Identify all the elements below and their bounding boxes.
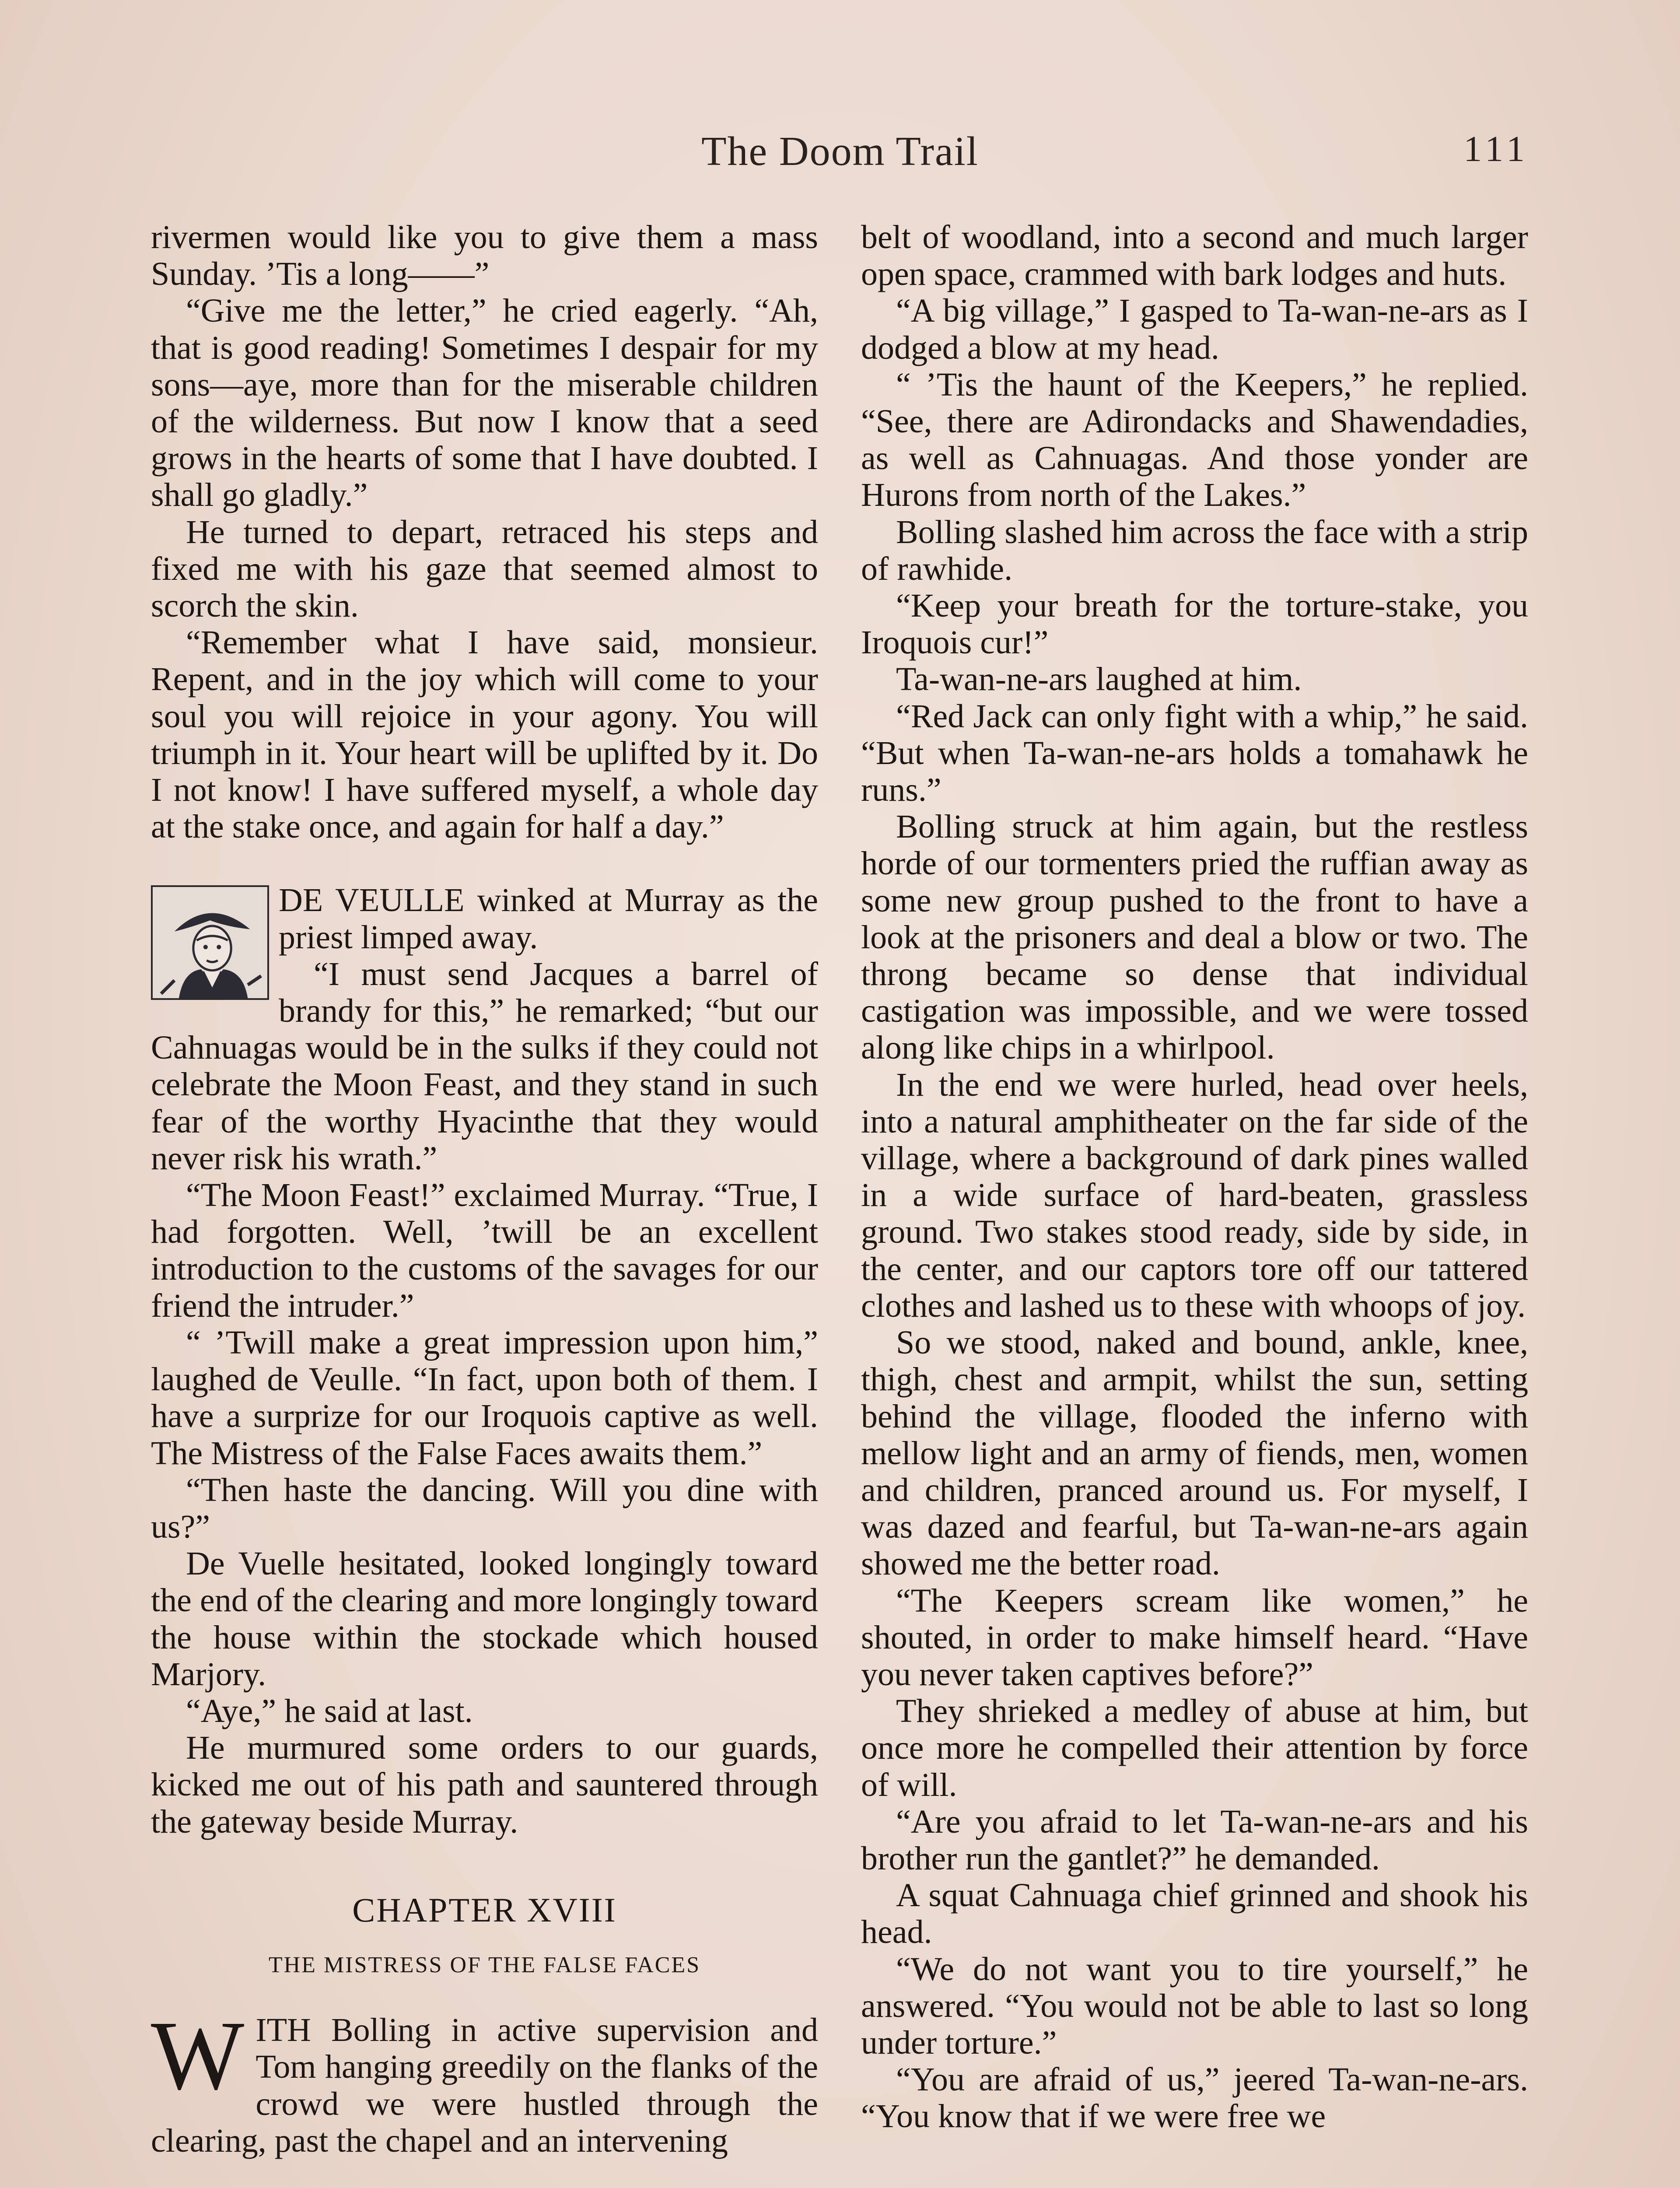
chapter-opening-paragraph <box>151 2001 818 2159</box>
running-head: The Doom Trail <box>701 129 979 174</box>
paragraph: “Then haste the dancing. Will you dine with us?” <box>151 1471 818 1545</box>
paragraph: A squat Cahnuaga chief grinned and shook his head. <box>861 1877 1528 1951</box>
drop-cap: W <box>151 2001 245 2111</box>
paragraph: They shrieked a medley of abuse at him, but once more he compelled their attention by force of will. <box>861 1693 1528 1803</box>
paragraph: So we stood, naked and bound, ankle, knee, thigh, chest and armpit, whilst the sun, setting behind the village, flooded the inferno with mellow light and an army of fiends, men, women and children, pranced around us. For myself, I was dazed and fearful, but Ta-wan-ne-ars again showed me the better road. <box>861 1324 1528 1582</box>
chapter-title: CHAPTER XVIII <box>352 1890 617 1929</box>
paragraph: “The Keepers scream like women,” he shouted, in order to make himself heard. “Have you never taken captives before?” <box>861 1582 1528 1693</box>
paragraph: “Remember what I have said, monsieur. Repent, and in the joy which will come to your soul you will rejoice in your agony. You will triumph in it. Your heart will be uplifted by it. Do I not know! I have suffered myself, a whole day at the stake once, and again for half a day.” <box>151 624 818 845</box>
paragraph: In the end we were hurled, head over heels, into a natural amphitheater on the far side of the village, where a background of dark pines walled in a wide surface of hard-beaten, grassless ground. Two stakes stood ready, side by side, in the center, and our captors tore off our tattered clothes and lashed us to these with whoops of joy. <box>861 1066 1528 1324</box>
paragraph: “Aye,” he said at last. <box>186 1692 473 1729</box>
paragraph: Bolling struck at him again, but the restless horde of our tormenters pried the ruffian away as some new group pushed to the front to have a look at the prisoners and deal a blow or two. The throng became so dense that individual castigation was impossible, and we were tossed along like chips in a whirlpool. <box>861 808 1528 1066</box>
paragraph: “Are you afraid to let Ta-wan-ne-ars and his brother run the gantlet?” he demanded. <box>861 1803 1528 1877</box>
paragraph: belt of woodland, into a second and much larger open space, crammed with bark lodges and huts. <box>861 219 1528 293</box>
paragraph: “The Moon Feast!” exclaimed Murray. “True, I had forgotten. Well, ’twill be an excellent introduction to the customs of the savages for our friend the intruder.” <box>151 1177 818 1324</box>
paragraph: Ta-wan-ne-ars laughed at him. <box>896 661 1302 698</box>
section-break <box>151 845 818 882</box>
paragraph: “We do not want you to tire yourself,” he answered. “You would not be able to last so long under torture.” <box>861 1950 1528 2061</box>
paragraph: rivermen would like you to give them a mass Sunday. ’Tis a long——” <box>151 219 818 293</box>
paragraph: He murmured some orders to our guards, kicked me out of his path and sauntered through the gateway beside Murray. <box>151 1729 818 1840</box>
paragraph: “Keep your breath for the torture-stake, you Iroquois cur!” <box>861 587 1528 661</box>
colonial-figure-illustration <box>151 885 269 1000</box>
page-header <box>151 128 1529 180</box>
paragraph: Bolling slashed him across the face with a strip of rawhide. <box>861 513 1528 587</box>
paragraph: “Red Jack can only fight with a whip,” he said. “But when Ta-wan-ne-ars holds a tomahawk he runs.” <box>861 698 1528 809</box>
page-number: 111 <box>1463 129 1529 169</box>
paragraph: “ ’Twill make a great impression upon him,” laughed de Veulle. “In fact, upon both of them. I have a surprize for our Iroquois captive as well. The Mistress of the False Faces awaits them.” <box>151 1324 818 1472</box>
paragraph: “Give me the letter,” he cried eagerly. “Ah, that is good reading! Sometimes I despair for my sons—aye, more than for the miserable children of the wilderness. But now I know that a seed grows in the hearts of some that I have doubted. I shall go gladly.” <box>151 292 818 514</box>
paragraph: “A big village,” I gasped to Ta-wan-ne-ars as I dodged a blow at my head. <box>861 292 1528 366</box>
left-column <box>151 219 818 2159</box>
paragraph: DE VEULLE winked at Murray as the priest limped away. <box>279 882 818 956</box>
paragraph: He turned to depart, retraced his steps and fixed me with his gaze that seemed almost to scorch the skin. <box>151 513 818 624</box>
paragraph: “You are afraid of us,” jeered Ta-wan-ne-ars. “You know that if we were free we <box>861 2061 1528 2135</box>
paragraph: “I must send Jacques a barrel of brandy for this,” he remarked; “but our Cahnuagas would be in the sulks if they could not celebrate the Moon Feast, and they stand in such fear of the worthy Hyacinthe that they would never risk his wrath.” <box>151 955 818 1177</box>
paragraph: “ ’Tis the haunt of the Keepers,” he replied. “See, there are Adirondacks and Shawendadies, as well as Cahnuagas. And those yonder are Hurons from north of the Lakes.” <box>861 366 1528 514</box>
chapter-subtitle: THE MISTRESS OF THE FALSE FACES <box>268 1952 701 1978</box>
paragraph: De Vuelle hesitated, looked longingly toward the end of the clearing and more longingly toward the house within the stockade which housed Marjory. <box>151 1545 818 1693</box>
colonial-figure-icon <box>153 887 267 998</box>
right-column <box>861 219 1528 2135</box>
paragraph-text: ITH Bolling in active supervision and Tom hanging greedily on the flanks of the crowd we were hustled through the clearing, past the chapel and an intervening <box>151 2012 818 2159</box>
